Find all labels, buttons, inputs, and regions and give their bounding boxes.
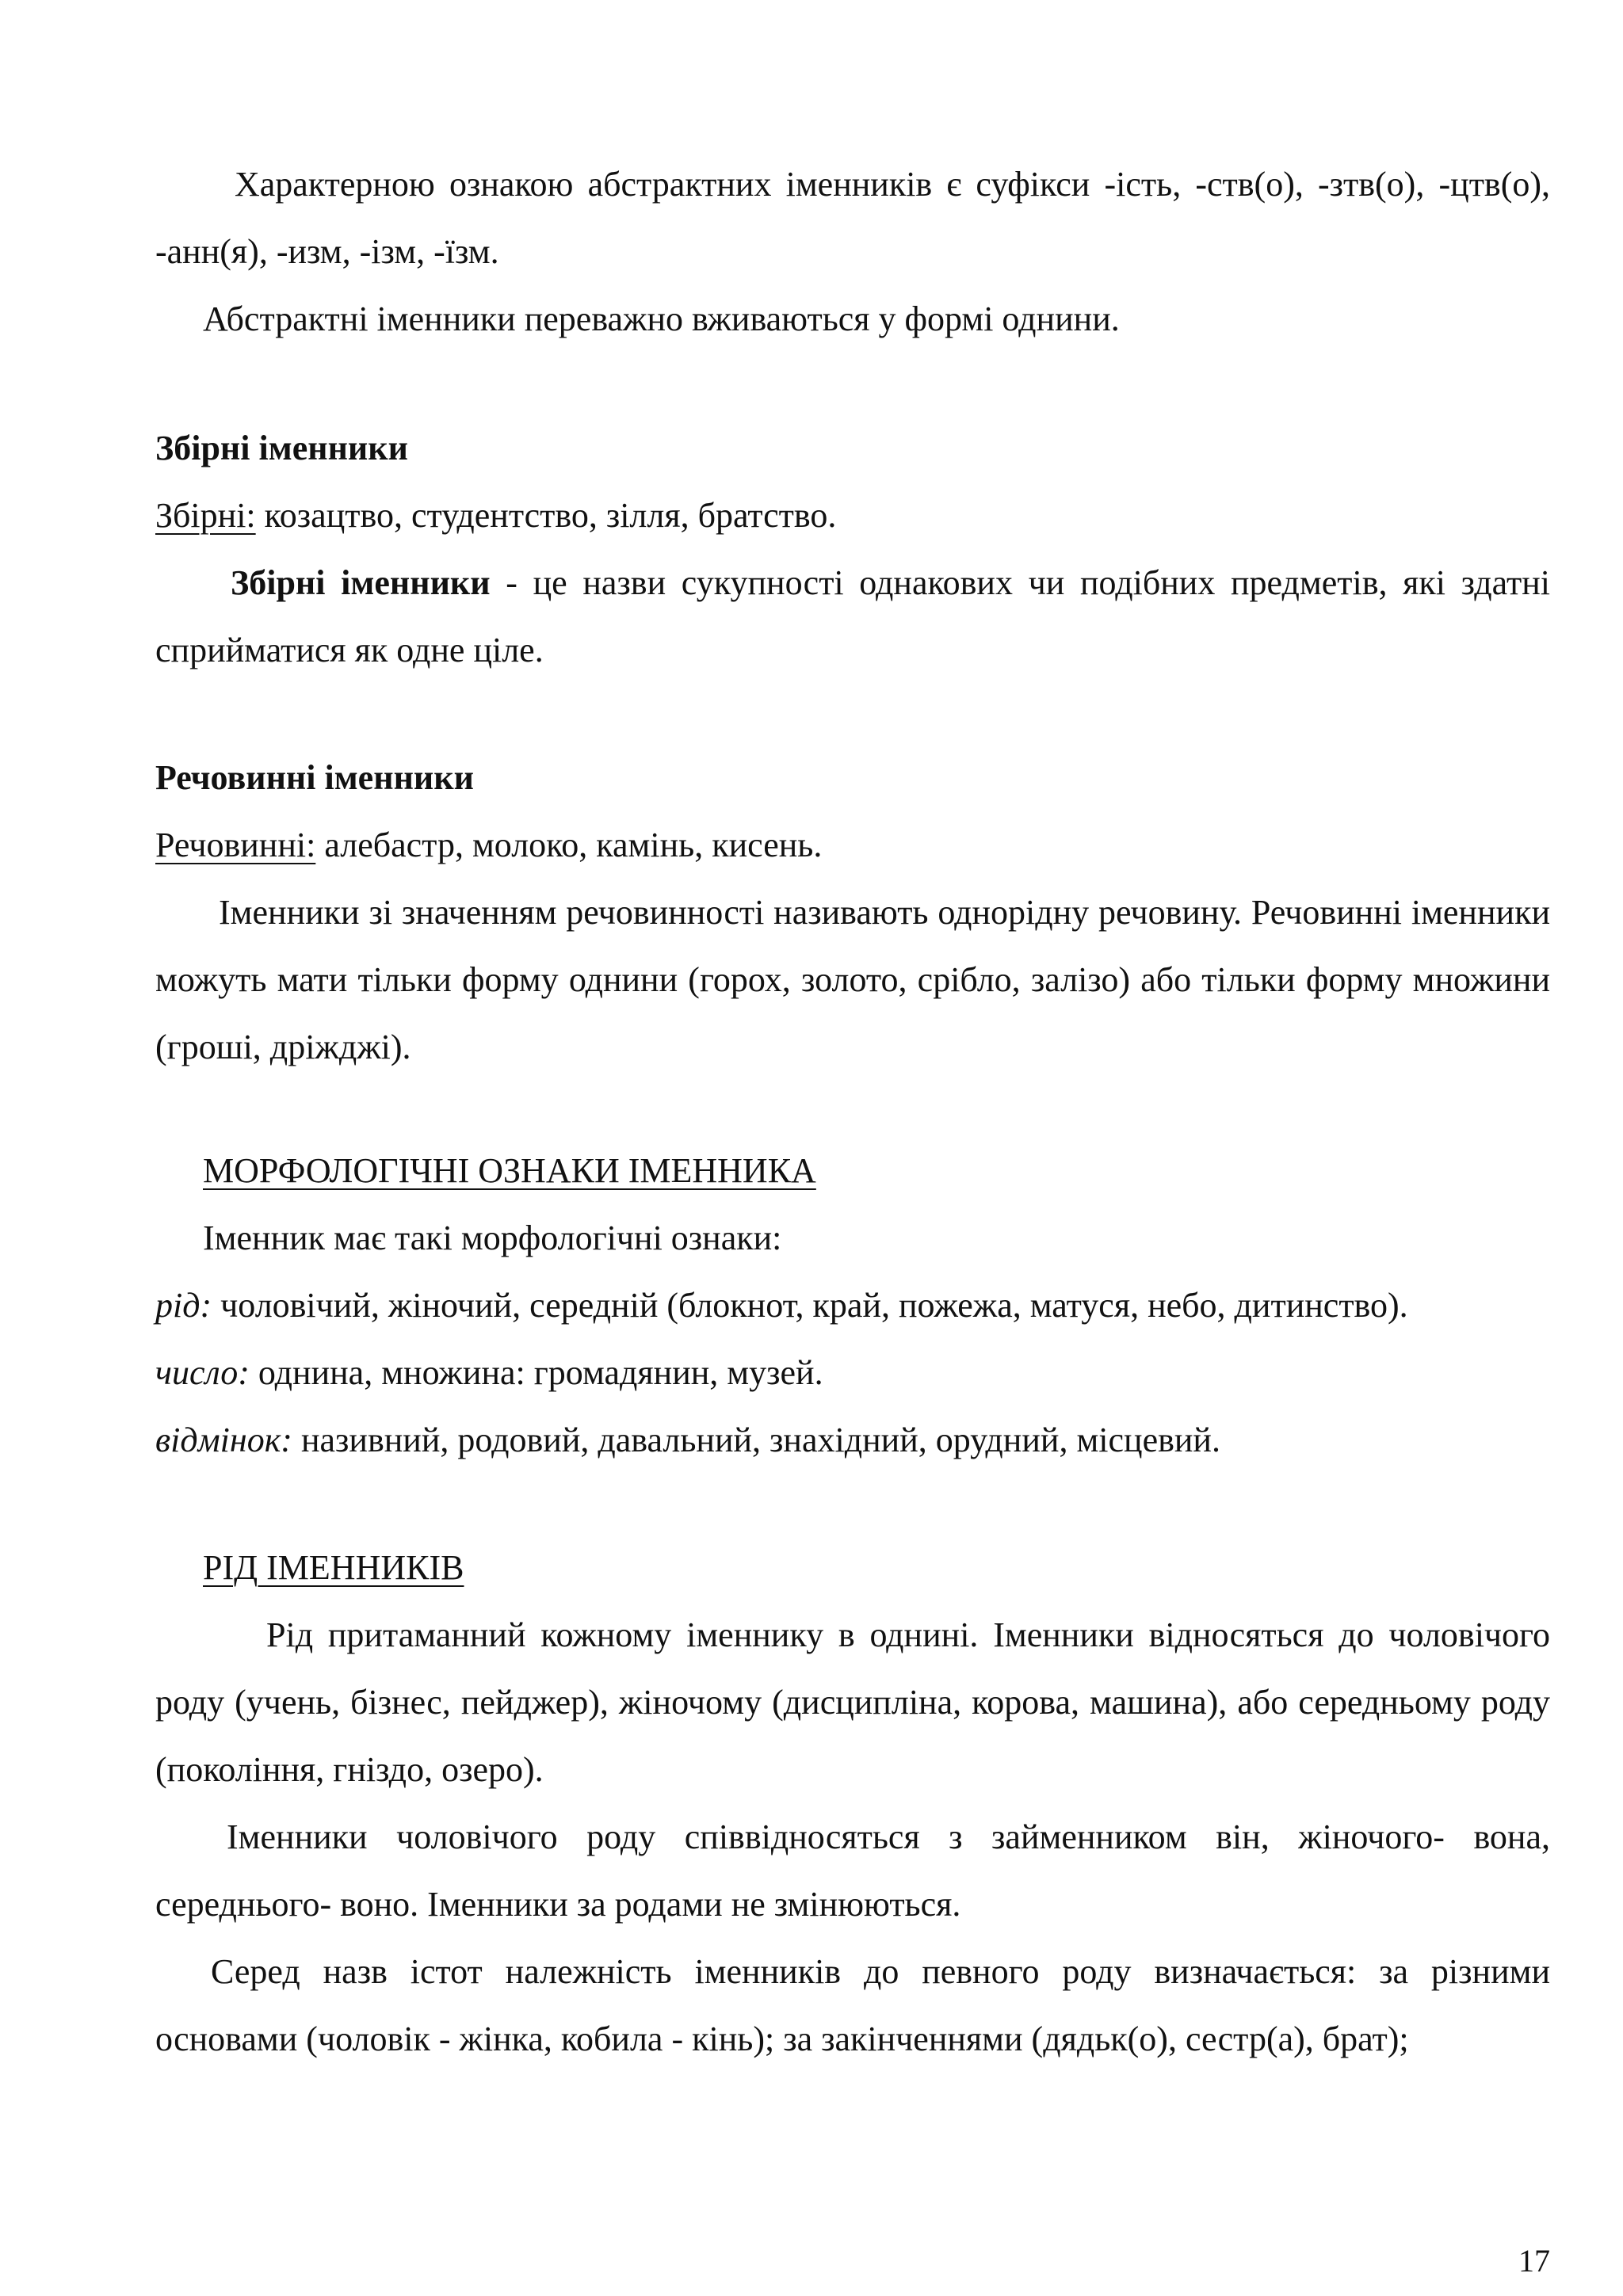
collective-definition — [155, 549, 1550, 684]
morph-heading — [155, 1137, 1550, 1204]
morph-case-label: відмінок: — [155, 1421, 292, 1459]
material-definition: Іменники зі значенням речовинності називають однорідну речовину. Речовинні іменники можуть мати тільки форму однини (горох, золото, срібло, залізо) або тільки форму множини (гроші, дріжджі). — [155, 893, 1550, 1066]
gender-paragraph-1: Рід притаманний кожному іменнику в однині. Іменники відносяться до чоловічого роду (учень, бізнес, пейджер), жіночому (дисципліна, корова, машина), або середньому роду (покоління, гніздо, озеро). — [155, 1615, 1550, 1789]
paragraph-abstract-singular — [155, 285, 1550, 353]
paragraph-text: Характерною ознакою абстрактних іменників є суфікси -ість, -ств(о), -зтв(о), -цтв(о), -анн(я), -изм, -ізм, -їзм. — [155, 165, 1550, 271]
gender-paragraph-3: Серед назв істот належність іменників до певного роду визначається: за різними основами (чоловік - жінка, кобила - кінь); за закінченнями (дядьк(о), сестр(а), брат); — [155, 1952, 1550, 2058]
collective-example — [155, 482, 1550, 549]
section-gender — [155, 1534, 1550, 2073]
collective-def-text: - це назви сукупності однакових чи подібних предметів, які здатні сприйматися як одне ціле. — [155, 563, 1550, 669]
morph-heading-text: МОРФОЛОГІЧНІ ОЗНАКИ ІМЕННИКА — [203, 1151, 816, 1190]
morph-gender-label: рід: — [155, 1286, 212, 1325]
morph-gender — [155, 1272, 1550, 1339]
morph-number-label: число: — [155, 1353, 250, 1392]
page-number: 17 — [1518, 2243, 1550, 2279]
morph-gender-text: чоловічий, жіночий, середній (блокнот, край, пожежа, матуся, небо, дитинство). — [212, 1286, 1408, 1325]
gender-heading-text: РІД ІМЕННИКІВ — [203, 1548, 464, 1587]
material-example-label: Речовинні: — [155, 826, 316, 864]
section-morphology — [155, 1137, 1550, 1474]
material-example — [155, 811, 1550, 879]
paragraph-abstract-suffixes — [155, 151, 1550, 285]
paragraph-text: Абстрактні іменники переважно вживаються у формі однини. — [203, 299, 1120, 338]
collective-def-term: Збірні іменники — [231, 563, 491, 602]
collective-example-label: Збірні: — [155, 496, 256, 535]
section-collective — [155, 414, 1550, 684]
collective-example-text: козацтво, студентство, зілля, братство. — [255, 496, 837, 535]
material-example-text: алебастр, молоко, камінь, кисень. — [315, 826, 823, 864]
section-material — [155, 744, 1550, 1081]
document-page — [155, 0, 1550, 2296]
morph-case — [155, 1406, 1550, 1474]
gender-heading — [155, 1534, 1550, 1601]
gender-paragraph-2: Іменники чоловічого роду співвідносяться з займенником він, жіночого- вона, середнього- воно. Іменники за родами не змінюються. — [155, 1817, 1550, 1924]
collective-heading: Збірні іменники — [155, 429, 408, 467]
morph-number — [155, 1339, 1550, 1406]
material-heading: Речовинні іменники — [155, 758, 474, 797]
morph-intro: Іменник має такі морфологічні ознаки: — [203, 1219, 782, 1257]
morph-case-text: називний, родовий, давальний, знахідний, орудний, місцевий. — [292, 1421, 1220, 1459]
morph-number-text: однина, множина: громадянин, музей. — [249, 1353, 823, 1392]
